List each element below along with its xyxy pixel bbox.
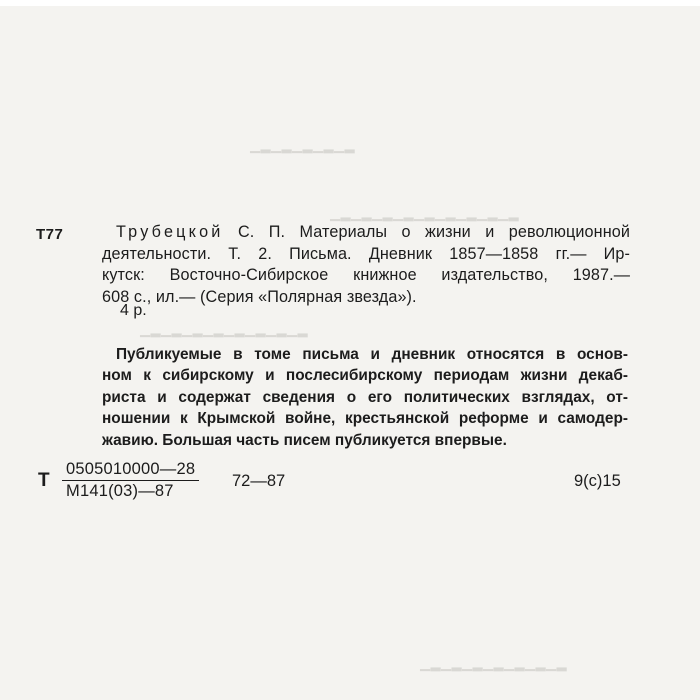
- annotation-line-4: ношении к Крымской войне, крестьянской реформе и самодер-: [102, 410, 628, 428]
- bib-line-2: деятельности. Т. 2. Письма. Дневник 1857—1858 гг.— Ир-: [102, 244, 630, 263]
- show-through-text: ▁▂▁▂▁▂▁▂▁▂▁▂▁▂▁▂: [140, 322, 308, 337]
- publishing-index-fraction: [62, 460, 199, 501]
- price: 4 р.: [120, 302, 147, 319]
- annotation-line-3: риста и содержат сведения о его политических взглядах, от-: [102, 388, 628, 406]
- annotation-line-1: Публикуемые в томе письма и дневник относятся в основ-: [116, 346, 628, 363]
- show-through-text: ▁▂▁▂▁▂▁▂▁▂▁▂▁▂: [420, 656, 567, 671]
- bibliographic-record: [102, 222, 630, 308]
- author-name: Трубецкой: [116, 223, 224, 241]
- show-through-text: ▁▂▁▂▁▂▁▂▁▂▁▂▁▂▁▂▁▂: [330, 206, 519, 221]
- annotation: [102, 344, 628, 451]
- annotation-line-5: жавию. Большая часть писем публикуется впервые.: [102, 431, 507, 449]
- bib-line-1: [102, 222, 630, 244]
- bbk-code: 9(с)15: [574, 472, 621, 490]
- catalog-code: Т77: [36, 226, 64, 243]
- index-denominator: М141(03)—87: [66, 482, 174, 500]
- show-through-text: ▁▂▁▂▁▂▁▂▁▂: [250, 138, 355, 153]
- bib-line-4: 608 с., ил.— (Серия «Полярная звезда»).: [102, 287, 417, 306]
- annotation-line-2: ном к сибирскому и послесибирскому периодам жизни декаб-: [102, 367, 628, 385]
- bib-line-3: кутск: Восточно-Сибирское книжное издательство, 1987.—: [102, 266, 630, 284]
- page-top-edge: [0, 0, 700, 6]
- index-letter: Т: [38, 470, 50, 491]
- index-numerator: 0505010000—28: [62, 460, 199, 481]
- order-number: 72—87: [232, 472, 286, 490]
- bib-line-1-text: С. П. Материалы о жизни и революционной: [237, 223, 630, 241]
